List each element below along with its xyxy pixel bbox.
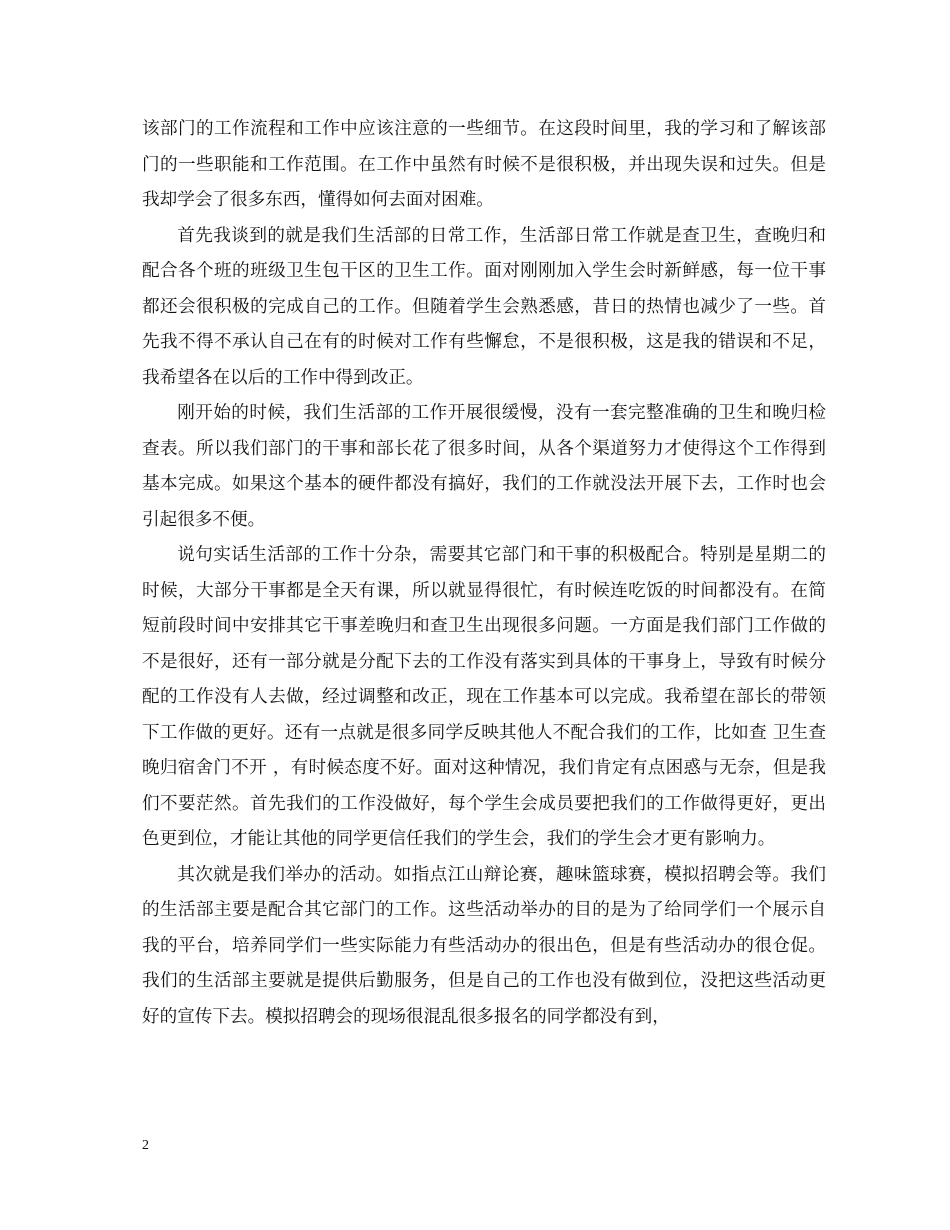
paragraph-4: 说句实话生活部的工作十分杂，需要其它部门和干事的积极配合。特别是星期二的时候，大部分干事都是全天有课，所以就显得很忙，有时候连吃饭的时间都没有。在简短前段时间中安排其它干事差晚归和查卫生出现很多问题。一方面是我们部门工作做的不是很好，还有一部分就是分配下去的工作没有落实到具体的干事身上，导致有时候分配的工作没有人去做，经过调整和改正，现在工作基本可以完成。我希望在部长的带领下工作做的更好。还有一点就是很多同学反映其他人不配合我们的工作，比如查 卫生查晚归宿舍门不开 ，有时候态度不好。面对这种情况，我们肯定有点困惑与无奈，但是我们不要茫然。首先我们的工作没做好，每个学生会成员要把我们的工作做得更好，更出色更到位，才能让其他的同学更信任我们的学生会，我们的学生会才更有影响力。 bbox=[142, 545, 826, 849]
body-text bbox=[142, 112, 826, 1035]
paragraph-3: 刚开始的时候，我们生活部的工作开展很缓慢，没有一套完整准确的卫生和晚归检查表。所以我们部门的干事和部长花了很多时间，从各个渠道努力才使得这个工作得到基本完成。如果这个基本的硬件都没有搞好，我们的工作就没法开展下去，工作时也会引起很多不便。 bbox=[142, 403, 826, 530]
paragraph-2: 首先我谈到的就是我们生活部的日常工作，生活部日常工作就是查卫生，查晚归和配合各个班的班级卫生包干区的卫生工作。面对刚刚加入学生会时新鲜感，每一位干事都还会很积极的完成自己的工作。但随着学生会熟悉感，昔日的热情也减少了一些。首先我不得不承认自己在有的时候对工作有些懈怠，不是很积极，这是我的错误和不足，我希望各在以后的工作中得到改正。 bbox=[142, 225, 826, 388]
paragraph-1: 该部门的工作流程和工作中应该注意的一些细节。在这段时间里，我的学习和了解该部门的一些职能和工作范围。在工作中虽然有时候不是很积极，并出现失误和过失。但是我却学会了很多东西，懂得如何去面对困难。 bbox=[142, 119, 826, 210]
paragraph-5: 其次就是我们举办的活动。如指点江山辩论赛，趣味篮球赛，模拟招聘会等。我们的生活部主要是配合其它部门的工作。这些活动举办的目的是为了给同学们一个展示自我的平台，培养同学们一些实际能力有些活动办的很出色，但是有些活动办的很仓促。我们的生活部主要就是提供后勤服务，但是自己的工作也没有做到位，没把这些活动更好的宣传下去。模拟招聘会的现场很混乱很多报名的同学都没有到， bbox=[142, 864, 826, 1027]
page-number: 2 bbox=[142, 1138, 149, 1153]
